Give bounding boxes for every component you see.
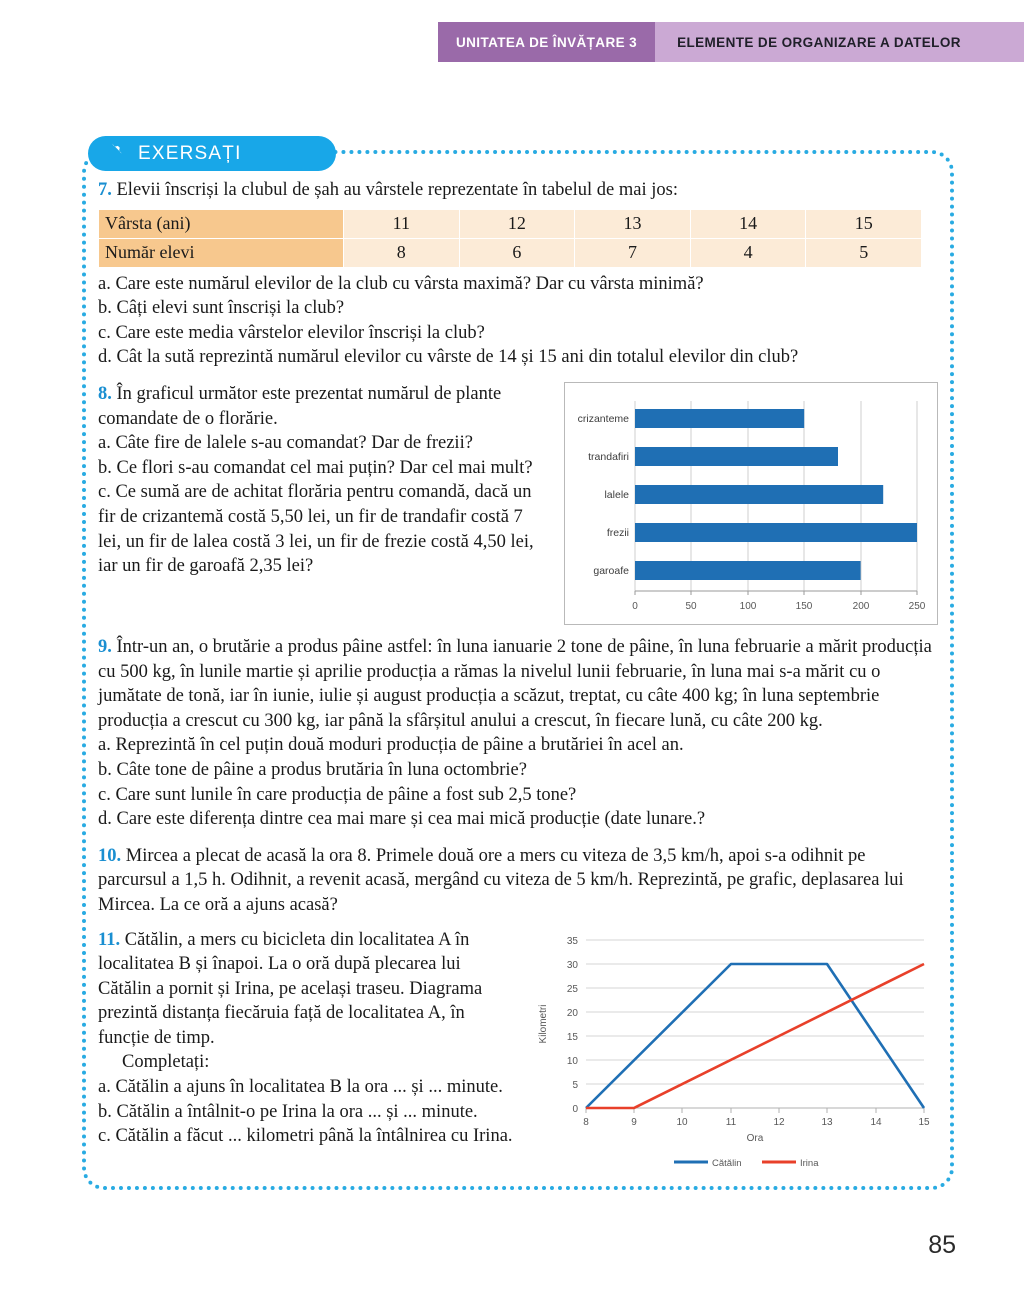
bar-xtick-5: 250 [908,600,926,612]
line-ytick-7: 35 [566,935,578,947]
bar-series-plante [635,409,917,580]
age-cell-0: 11 [344,209,460,238]
line-xtick-3: 11 [725,1116,737,1128]
exercise-7-item-d: d. Cât la sută reprezintă numărul elevilor cu vârste de 14 și 15 ani din totalul elevilor din club? [98,347,799,368]
exercise-8-number: 8. [98,383,112,404]
bar-xtick-2: 100 [739,600,757,612]
line-ytick-5: 25 [566,983,578,995]
exercise-content [98,178,938,1178]
page-header [438,22,1024,62]
exercise-8-item-a: a. Câte fire de lalele s-au comandat? Dar de frezii? [98,433,473,454]
bar-chart-xticks-marks [635,591,917,595]
exercise-9-item-d: d. Care este diferența dintre cea mai mare și cea mai mică producție (date lunare.? [98,809,706,830]
legend-label-irina: Irina [800,1157,819,1169]
exercise-7-item-b: b. Câți elevi sunt înscriși la club? [98,298,345,319]
ages-table [98,209,922,268]
line-chart-legend [674,1158,819,1169]
line-ytick-6: 30 [566,959,578,971]
exercise-11 [98,928,938,1178]
exercise-10-intro-text: Mircea a plecat de acasă la ora 8. Primele două ore a mers cu viteza de 3,5 km/h, apoi s-a odihnit pe parcursul a 1,5 h. Odihnit, a revenit acasă, mergând cu viteza de 5 km/h. Reprezintă, pe grafic, deplasarea lui Mircea. La ce oră a ajuns acasă? [98,845,904,915]
bar-lalele [635,485,883,504]
line-xtick-1: 9 [631,1116,637,1128]
bar-garoafe [635,561,861,580]
line-ytick-1: 5 [572,1079,578,1091]
line-xaxis-title: Ora [746,1132,764,1144]
exercise-9-item-a: a. Reprezintă în cel puțin două moduri producția de pâine a brutăriei în acel an. [98,735,684,756]
count-cell-3: 4 [690,238,806,267]
line-xtick-5: 13 [821,1116,833,1128]
table-row [99,209,922,238]
count-cell-4: 5 [806,238,922,267]
age-cell-4: 15 [806,209,922,238]
legend-label-catalin: Cătălin [712,1157,742,1169]
exercise-8-intro [98,382,550,431]
exercise-11-item-a: a. Cătălin a ajuns în localitatea B la ora ... și ... minute. [98,1077,503,1098]
bar-cat-label-4: garoafe [593,564,629,577]
topic-label: ELEMENTE DE ORGANIZARE A DATELOR [655,22,1024,62]
line-ytick-2: 10 [566,1055,578,1067]
exercise-8-item-c: c. Ce sumă are de achitat florăria pentru comandă, dacă un fir de crizantemă costă 5,50 lei, un fir de trandafir costă 7 lei, un fir de lalea costă 3 lei, un fir de frezie costă 4,50 lei, iar un fir de garoafă 2,35 lei? [98,482,534,577]
exercise-11-item-c: c. Cătălin a făcut ... kilometri până la întâlnirea cu Irina. [98,1126,513,1147]
exercise-11-complete-label: Completați: [122,1052,210,1073]
line-xtick-7: 15 [918,1116,930,1128]
count-cell-0: 8 [344,238,460,267]
bar-chart [564,382,938,625]
exercise-9-item-b: b. Câte tone de pâine a produs brutăria în luna octombrie? [98,759,527,780]
exercise-8-text [98,382,550,579]
count-cell-2: 7 [575,238,691,267]
exercise-9-item-c: c. Care sunt lunile în care producția de pâine a fost sub 2,5 tone? [98,784,577,805]
bar-cat-label-2: lalele [604,488,629,501]
gear-icon [100,142,124,166]
count-cell-1: 6 [459,238,575,267]
age-cell-3: 14 [690,209,806,238]
line-xtick-4: 12 [773,1116,785,1128]
bar-trandafiri [635,447,838,466]
exercise-8-chart [564,382,938,625]
exercise-11-number: 11. [98,929,121,950]
line-yaxis-title: Kilometri [538,1004,549,1043]
line-chart-xticks-marks [586,1108,924,1113]
exercise-9-number: 9. [98,636,112,657]
bar-frezii [635,523,917,542]
exercise-9-intro-text: Într-un an, o brutărie a produs pâine astfel: în luna ianuarie 2 tone de pâine, în luna februarie a mărit producția cu 500 kg, în lunile martie și aprilie producția a rămas la nivelul lunii februarie, în luna mai s-a mărit cu o jumătate de tonă, iar în iunie, iulie și august producția a scăzut, treptat, cu câte 400 kg; în luna septembrie producția a crescut cu 300 kg, iar până la sfârșitul anului a crescut, în fiecare lună, cu câte 200 kg. [98,636,932,731]
exercise-11-chart [524,928,938,1178]
line-ytick-0: 0 [572,1103,578,1115]
line-xtick-6: 14 [870,1116,882,1128]
line-ytick-3: 15 [566,1031,578,1043]
exercise-11-intro-text: Cătălin, a mers cu bicicleta din localitatea A în localitatea B și înapoi. La o oră după plecarea lui Cătălin a pornit și Irina, pe același traseu. Diagrama prezintă distanța fiecăruia față de localitatea A, în funcție de timp. [98,929,483,1048]
bar-xtick-4: 200 [852,600,870,612]
line-xtick-0: 8 [583,1116,589,1128]
bar-cat-label-0: crizanteme [577,412,629,425]
row-header-age: Vârsta (ani) [99,209,344,238]
age-cell-1: 12 [459,209,575,238]
page-number: 85 [928,1231,956,1259]
exercise-11-item-b: b. Cătălin a întâlnit-o pe Irina la ora ... și ... minute. [98,1101,478,1122]
exercise-8 [98,382,938,625]
exersati-label: EXERSAȚI [138,142,242,164]
exercise-11-intro [98,928,518,1051]
bar-crizanteme [635,409,804,428]
bar-xtick-1: 50 [685,600,697,612]
exercise-10-intro [98,844,938,918]
exercise-7 [98,178,938,370]
unit-label: UNITATEA DE ÎNVĂȚARE 3 [438,22,655,62]
line-ytick-4: 20 [566,1007,578,1019]
table-row [99,238,922,267]
line-xtick-2: 10 [676,1116,688,1128]
exercise-8-item-b: b. Ce flori s-au comandat cel mai puțin? Dar cel mai mult? [98,457,533,478]
line-chart-svg [524,928,936,1178]
age-cell-2: 13 [575,209,691,238]
exercise-9-intro [98,635,938,733]
exercise-7-intro-text: Elevii înscriși la clubul de șah au vârstele reprezentate în tabelul de mai jos: [116,180,678,200]
exercise-7-intro [98,178,938,203]
bar-xtick-3: 150 [795,600,813,612]
bar-chart-svg [565,383,937,624]
bar-cat-label-3: frezii [606,526,629,539]
line-chart [524,928,938,1178]
bar-xtick-0: 0 [632,600,638,612]
exercise-7-number: 7. [98,180,112,200]
bar-cat-label-1: trandafiri [588,450,629,463]
exercise-9 [98,635,938,832]
exercise-10-number: 10. [98,845,122,866]
row-header-count: Număr elevi [99,238,344,267]
exercise-11-text [98,928,518,1149]
exercise-8-intro-text: În graficul următor este prezentat numărul de plante comandate de o florărie. [98,383,502,429]
exercise-10 [98,844,938,918]
exersati-banner [88,136,336,171]
exercise-7-item-a: a. Care este numărul elevilor de la club cu vârsta maximă? Dar cu vârsta minimă? [98,273,704,294]
exercise-7-item-c: c. Care este media vârstelor elevilor înscriși la club? [98,322,485,343]
